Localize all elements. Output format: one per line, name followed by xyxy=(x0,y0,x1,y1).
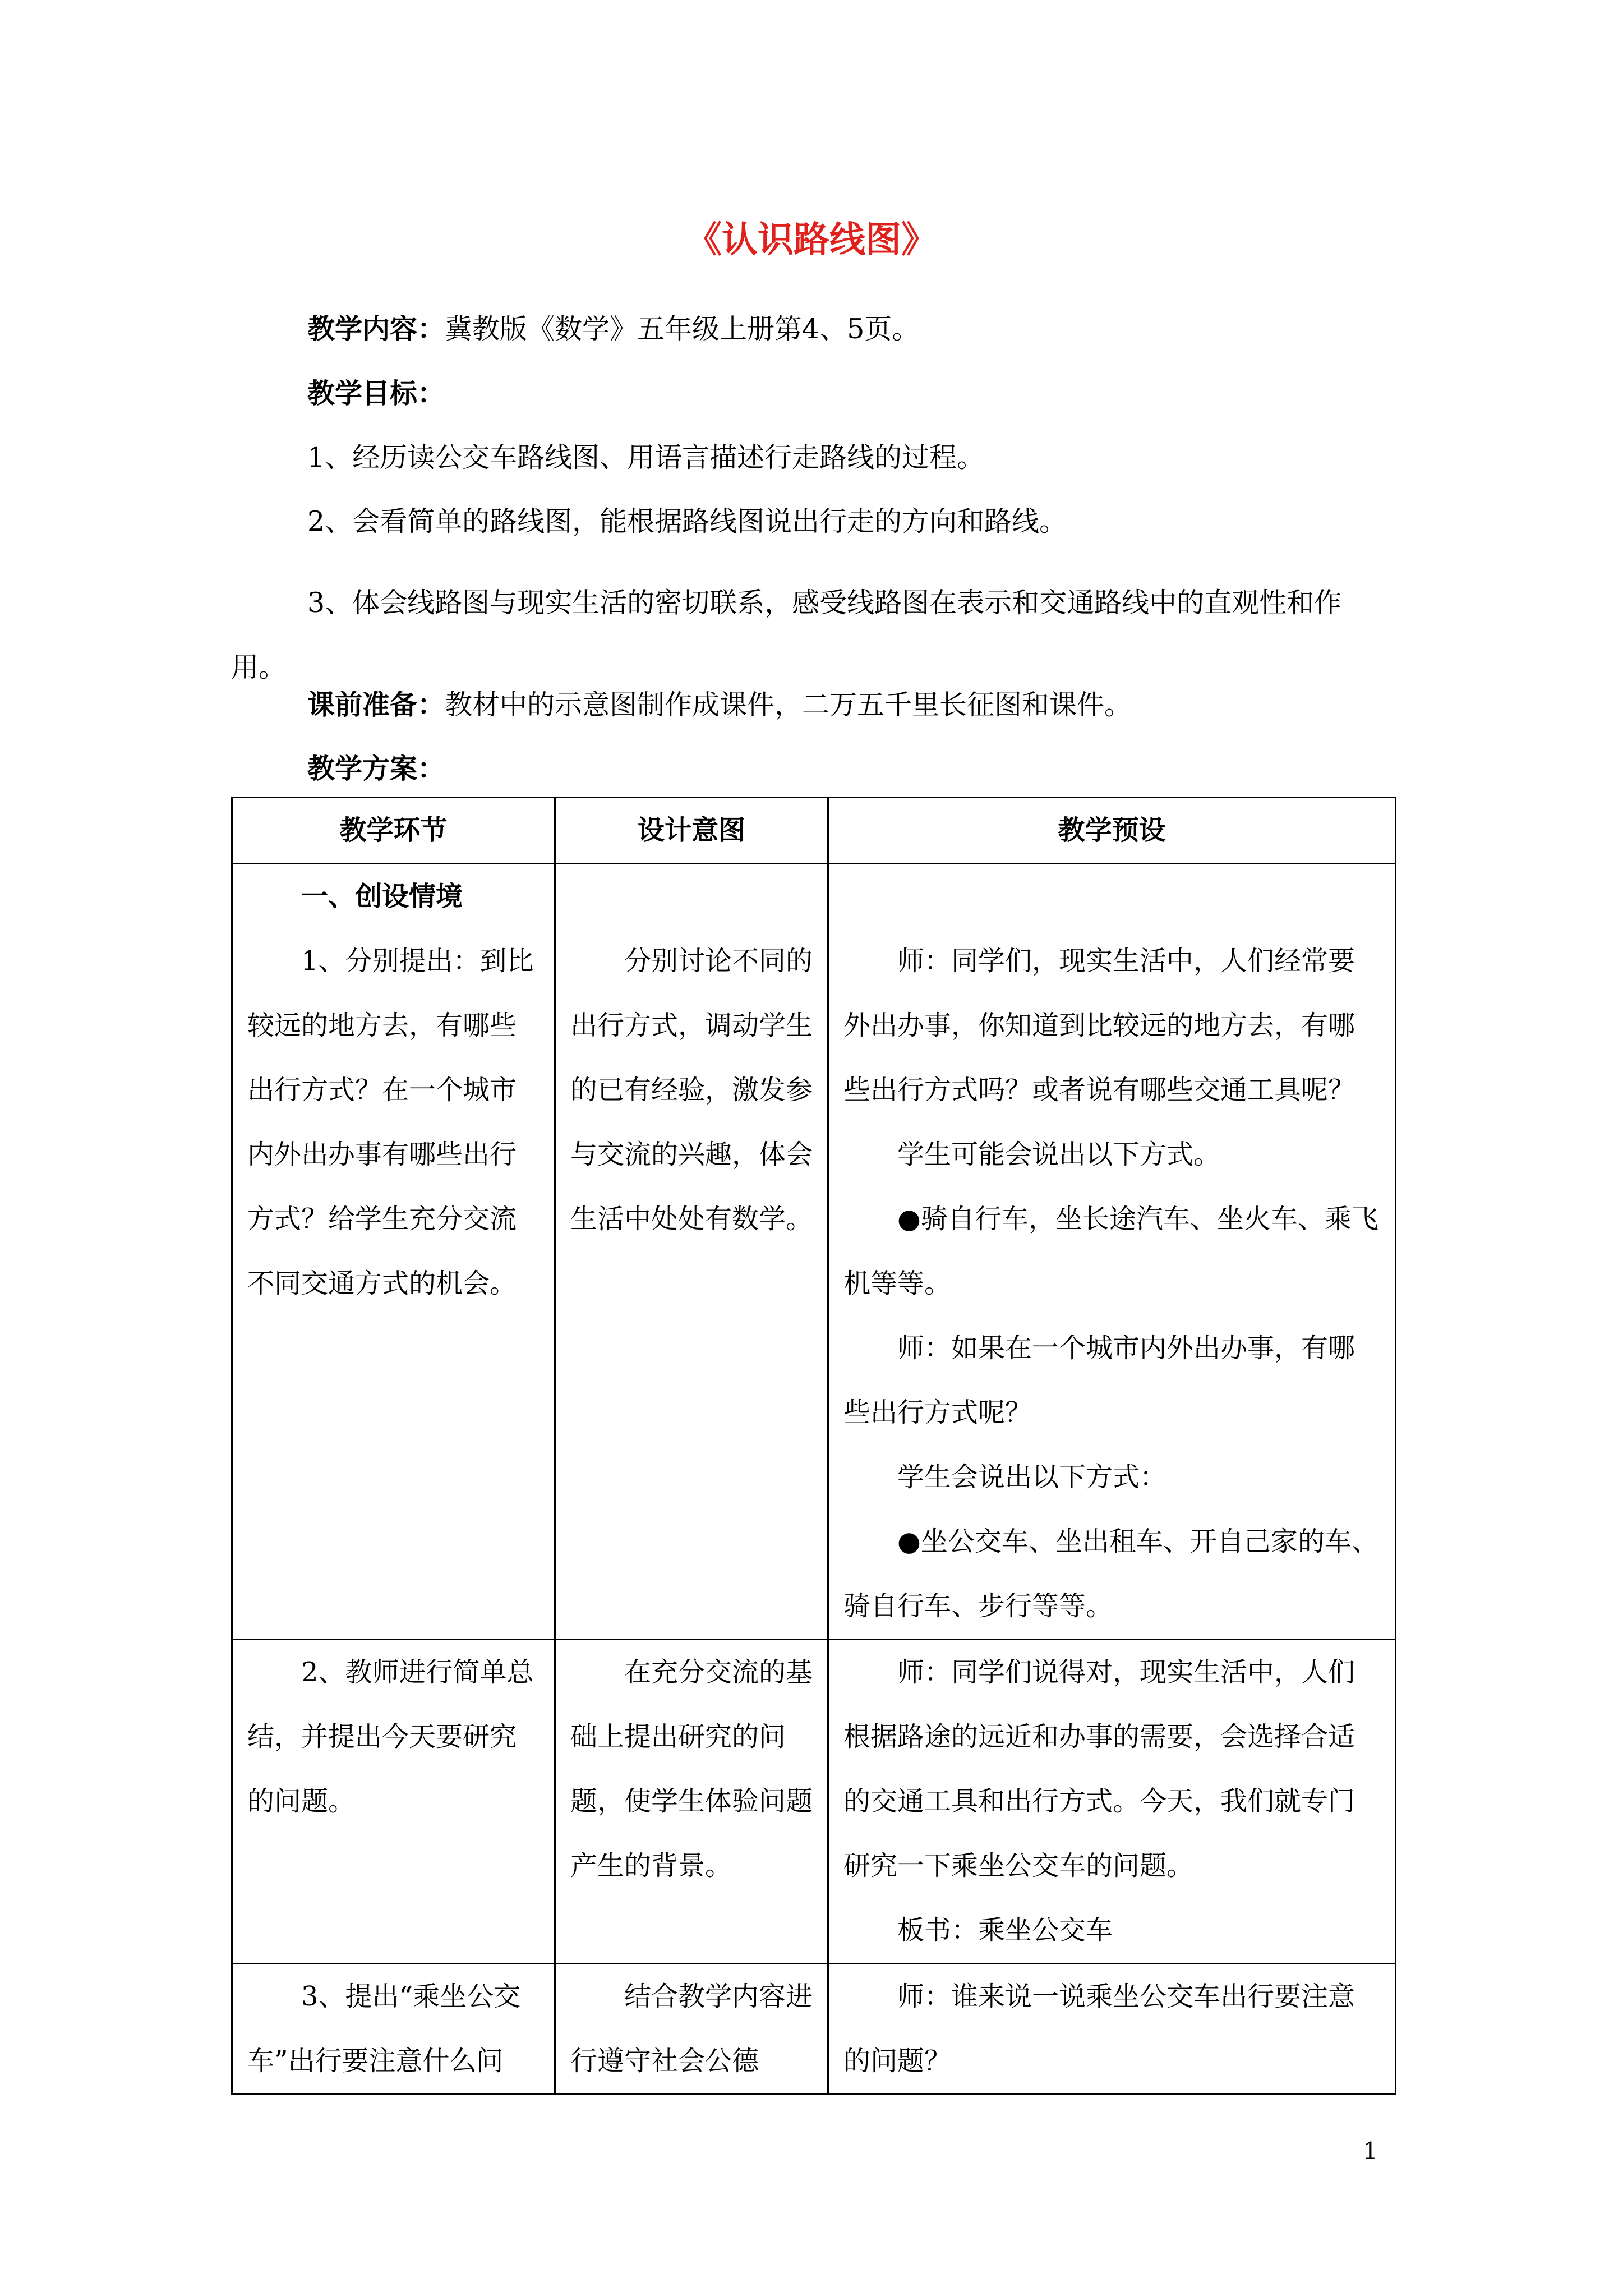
stage-text: 1、分别提出：到比较远的地方去，有哪些出行方式？在一个城市内外出办事有哪些出行方式？给学生充分交流不同交通方式的机会。 xyxy=(247,945,534,1299)
table-header-row xyxy=(232,798,1396,864)
goal-3: 3、体会线路图与现实生活的密切联系，感受线路图在表示和交通路线中的直观性和作用。 xyxy=(231,587,1342,683)
stage-text: 2、教师进行简单总结，并提出今天要研究的问题。 xyxy=(247,1657,534,1817)
teaching-plan-label: 教学方案： xyxy=(307,752,445,785)
header-teaching-stage: 教学环节 xyxy=(232,798,555,864)
table-row xyxy=(232,864,1396,1640)
teaching-content-text: 冀教版《数学》五年级上册第4、5页。 xyxy=(445,313,920,345)
preparation xyxy=(231,673,1395,737)
preset-text: 师：如果在一个城市内外出办事，有哪些出行方式呢？ xyxy=(843,1332,1355,1428)
intent-cell xyxy=(555,1640,828,1964)
stage-cell xyxy=(232,1964,555,2095)
page-number: 1 xyxy=(1363,2137,1378,2165)
header-design-intent: 设计意图 xyxy=(555,798,828,864)
preset-text: 板书：乘坐公交车 xyxy=(897,1915,1113,1946)
preset-text: 学生会说出以下方式： xyxy=(897,1461,1167,1493)
stage-text: 3、提出“乘坐公交车”出行要注意什么问 xyxy=(247,1981,521,2077)
teaching-content xyxy=(231,297,1395,361)
intent-text: 结合教学内容进行遵守社会公德 xyxy=(570,1981,813,2077)
preset-text: 学生可能会说出以下方式。 xyxy=(897,1139,1221,1170)
teaching-goals-label: 教学目标： xyxy=(307,377,445,409)
preset-text: 师：谁来说一说乘坐公交车出行要注意的问题？ xyxy=(843,1981,1355,2077)
intent-text: 在充分交流的基础上提出研究的问题，使学生体验问题产生的背景。 xyxy=(570,1657,813,1881)
preparation-label: 课前准备： xyxy=(307,688,445,721)
goal-2: 2、会看简单的路线图，能根据路线图说出行走的方向和路线。 xyxy=(307,505,1067,537)
document-title: 《认识路线图》 xyxy=(686,219,937,261)
preset-text: 师：同学们，现实生活中，人们经常要外出办事，你知道到比较远的地方去，有哪些出行方式吗？或者说有哪些交通工具呢？ xyxy=(843,945,1355,1106)
preparation-text: 教材中的示意图制作成课件，二万五千里长征图和课件。 xyxy=(445,689,1132,721)
table-row xyxy=(232,1640,1396,1964)
intent-cell xyxy=(555,864,828,1640)
preset-text: 师：同学们说得对，现实生活中，人们根据路途的远近和办事的需要，会选择合适的交通工具和出行方式。今天，我们就专门研究一下乘坐公交车的问题。 xyxy=(843,1657,1355,1881)
preset-text: ●骑自行车，坐长途汽车、坐火车、乘飞机等等。 xyxy=(843,1203,1378,1299)
preset-cell xyxy=(828,1964,1396,2095)
preset-cell xyxy=(828,1640,1396,1964)
intent-text: 分别讨论不同的出行方式，调动学生的已有经验，激发参与交流的兴趣，体会生活中处处有数学。 xyxy=(570,945,813,1235)
header-teaching-preset: 教学预设 xyxy=(828,798,1396,864)
preset-text: ●坐公交车、坐出租车、开自己家的车、骑自行车、步行等等。 xyxy=(843,1526,1378,1622)
intent-cell xyxy=(555,1964,828,2095)
section-heading: 一、创设情境 xyxy=(301,881,463,912)
goal-1: 1、经历读公交车路线图、用语言描述行走路线的过程。 xyxy=(307,441,985,473)
table-row xyxy=(232,1964,1396,2095)
stage-cell xyxy=(232,864,555,1640)
stage-cell xyxy=(232,1640,555,1964)
preset-cell xyxy=(828,864,1396,1640)
teaching-plan-table xyxy=(231,797,1396,2095)
teaching-content-label: 教学内容： xyxy=(307,312,445,345)
